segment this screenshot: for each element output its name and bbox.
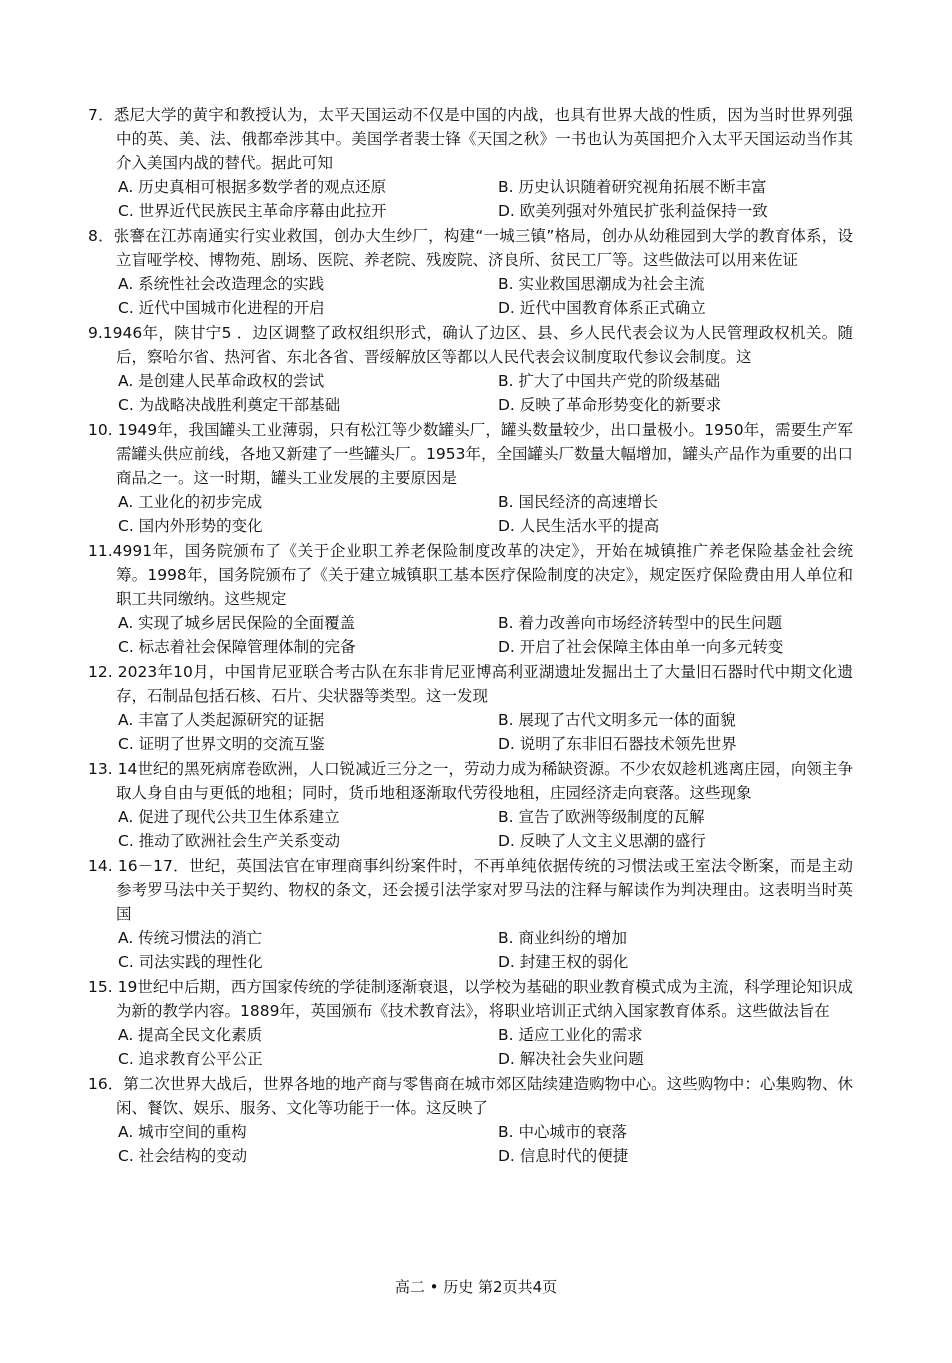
option-c: C. 司法实践的理性化 [118,953,263,971]
answer-options [88,708,853,756]
option-a: A. 系统性社会改造理念的实践 [118,275,325,293]
answer-options [88,490,853,538]
question-14 [88,854,853,974]
option-d: D. 欧美列强对外殖民扩张利益保持一致 [498,202,768,220]
question-8 [88,224,853,320]
answer-options [88,272,853,320]
option-b: B. 实业救国思潮成为社会主流 [498,275,705,293]
option-a: A. 促进了现代公共卫生体系建立 [118,808,340,826]
option-c: C. 为战略决战胜利奠定干部基础 [118,396,341,414]
question-16 [88,1072,853,1168]
question-9 [88,321,853,417]
question-10 [88,418,853,538]
option-a: A. 丰富了人类起源研究的证据 [118,711,325,729]
option-d: D. 封建王权的弱化 [498,953,629,971]
option-b: B. 国民经济的高速增长 [498,493,658,511]
answer-options [88,1120,853,1168]
question-stem: 16．第二次世界大战后，世界各地的地产商与零售商在城市郊区陆续建造购物中心。这些购物中：心集购物、休闲、餐饮、娱乐、服务、文化等功能于一体。这反映了 [88,1075,853,1117]
option-b: B. 扩大了中国共产党的阶级基础 [498,372,720,390]
answer-options [88,926,853,974]
option-b: B. 适应工业化的需求 [498,1026,643,1044]
question-stem: 12. 2023年10月，中国肯尼亚联合考古队在东非肯尼亚博高利亚湖遗址发掘出土了大量旧石器时代中期文化遗存，石制品包括石核、石片、尖状器等类型。这一发现 [88,663,853,705]
page-footer: 高二 • 历史 第2页共4页 [394,1278,558,1296]
question-stem: 15. 19世纪中后期，西方国家传统的学徒制逐渐衰退，以学校为基础的职业教育模式成为主流，科学理论知识成为新的教学内容。1889年，英国颁布《技术教育法》，将职业培训正式纳入国家教育体系。这些做法旨在 [88,978,853,1020]
question-15 [88,975,853,1071]
answer-options [88,175,853,223]
option-b: B. 着力改善向市场经济转型中的民生问题 [498,614,782,632]
question-stem: 10. 1949年，我国罐头工业薄弱，只有松江等少数罐头厂，罐头数量较少，出口量极小。1950年，需要生产军需罐头供应前线，各地又新建了一些罐头厂。1953年，全国罐头厂数量大幅增加，罐头产品作为重要的出口商品之一。这一时期，罐头工业发展的主要原因是 [88,421,853,487]
option-b: B. 宣告了欧洲等级制度的瓦解 [498,808,705,826]
answer-options [88,369,853,417]
option-c: C. 推动了欧洲社会生产关系变动 [118,832,341,850]
option-a: A. 是创建人民革命政权的尝试 [118,372,325,390]
option-a: A. 传统习惯法的消亡 [118,929,263,947]
option-d: D. 说明了东非旧石器技术领先世界 [498,735,737,753]
question-stem: 9.1946年，陕甘宁5 ．边区调整了政权组织形式，确认了边区、县、乡人民代表会议为人民管理政权机关。随后，察哈尔省、热河省、东北各省、晋绥解放区等都以人民代表会议制度取代参议会制度。这 [88,324,853,366]
option-d: D. 解决社会失业问题 [498,1050,644,1068]
option-a: A. 提高全民文化素质 [118,1026,263,1044]
option-d: D. 反映了革命形势变化的新要求 [498,396,722,414]
question-11 [88,539,853,659]
answer-options [88,805,853,853]
option-c: C. 近代中国城市化进程的开启 [118,299,325,317]
question-stem: 14. 16－17．世纪，英国法官在审理商事纠纷案件时，不再单纯依据传统的习惯法或王室法令断案，而是主动参考罗马法中关于契约、物权的条文，还会援引法学家对罗马法的注释与解读作为判决理由。这表明当时英国 [88,857,853,923]
question-list [88,103,853,1169]
option-b: B. 中心城市的衰落 [498,1123,627,1141]
answer-options [88,1023,853,1071]
question-7 [88,103,853,223]
question-stem: 11.4991年，国务院颁布了《关于企业职工养老保险制度改革的决定》，开始在城镇推广养老保险基金社会统筹。1998年，国务院颁布了《关于建立城镇职工基本医疗保险制度的决定》，规定医疗保险费由用人单位和职工共同缴纳。这些规定 [88,542,853,608]
option-c: C. 标志着社会保障管理体制的完备 [118,638,356,656]
option-b: B. 商业纠纷的增加 [498,929,627,947]
option-a: A. 实现了城乡居民保险的全面覆盖 [118,614,356,632]
question-12 [88,660,853,756]
option-d: D. 反映了人文主义思潮的盛行 [498,832,706,850]
option-b: B. 历史认识随着研究视角拓展不断丰富 [498,178,767,196]
option-d: D. 人民生活水平的提高 [498,517,660,535]
option-a: A. 工业化的初步完成 [118,493,263,511]
option-c: C. 社会结构的变动 [118,1147,248,1165]
option-d: D. 近代中国教育体系正式确立 [498,299,706,317]
option-c: C. 追求教育公平公正 [118,1050,263,1068]
option-c: C. 国内外形势的变化 [118,517,263,535]
question-stem: 13. 14世纪的黑死病席卷欧洲，人口锐减近三分之一，劳动力成为稀缺资源。不少农奴趁机逃离庄园，向领主争取人身自由与更低的地租；同时，货币地租逐渐取代劳役地租，庄园经济走向衰落。这些现象 [88,760,853,802]
option-b: B. 展现了古代文明多元一体的面貌 [498,711,736,729]
question-13 [88,757,853,853]
option-a: A. 城市空间的重构 [118,1123,247,1141]
answer-options [88,611,853,659]
option-c: C. 世界近代民族民主革命序幕由此拉开 [118,202,387,220]
option-c: C. 证明了世界文明的交流互鉴 [118,735,325,753]
question-stem: 8．张謇在江苏南通实行实业救国，创办大生纱厂，构建“一城三镇”格局，创办从幼稚园到大学的教育体系，设立盲哑学校、博物苑、剧场、医院、养老院、残废院、济良所、贫民工厂等。这些做法可以用来佐证 [88,227,853,269]
option-d: D. 信息时代的便捷 [498,1147,629,1165]
option-a: A. 历史真相可根据多数学者的观点还原 [118,178,387,196]
question-stem: 7．悉尼大学的黄宇和教授认为，太平天国运动不仅是中国的内战，也具有世界大战的性质，因为当时世界列强中的英、美、法、俄都牵涉其中。美国学者裴士锋《天国之秋》一书也认为英国把介入太平天国运动当作其介入美国内战的替代。据此可知 [88,106,853,172]
option-d: D. 开启了社会保障主体由单一向多元转变 [498,638,784,656]
